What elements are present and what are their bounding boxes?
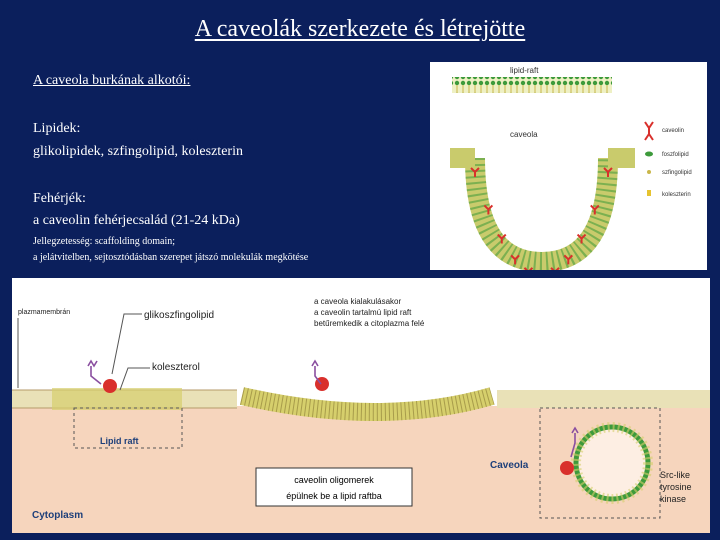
proteins-label: Fehérjék:	[33, 191, 86, 206]
cholesterol-icon	[647, 190, 651, 196]
src-label-1: Src-like	[660, 470, 691, 480]
kinase-icon	[560, 461, 574, 475]
legend-caveolin: caveolin	[662, 128, 685, 134]
src-label-2: tyrosine	[660, 482, 692, 492]
glycosphingolipid-icon	[103, 379, 117, 393]
lipids-list: glikolipidek, szfingolipid, koleszterin	[33, 144, 243, 159]
lipid-raft-label: lipid-raft	[510, 66, 539, 75]
proteins-list: a caveolin fehérjecsalád (21-24 kDa)	[33, 213, 240, 228]
caveolin-box-line-1: caveolin oligomerek	[294, 475, 374, 485]
cholesterol-label: koleszterol	[152, 362, 200, 373]
glycosphingolipid-label: glikoszfingolipid	[144, 310, 215, 321]
legend-sphingolipid: szfingolipid	[662, 170, 692, 176]
formation-text-1: a caveola kialakulásakor	[314, 297, 402, 306]
heading: A caveola burkának alkotói:	[33, 73, 191, 88]
caveola-structure-figure	[430, 62, 707, 270]
legend-cholesterol: koleszterin	[662, 192, 691, 198]
lipid-raft-label: Lipid raft	[100, 436, 139, 446]
caveola-label: Caveola	[490, 460, 529, 471]
formation-text-3: betűremkedik a citoplazma felé	[314, 319, 425, 328]
caveola-formation-figure	[12, 278, 710, 533]
sphingolipid-icon	[647, 170, 651, 174]
lipid-raft-segment-1	[52, 388, 182, 410]
legend-phospholipid: foszfolipid	[662, 152, 689, 158]
formation-text-2: a caveolin tartalmú lipid raft	[314, 308, 412, 317]
caveolin-box-line-2: épülnek be a lipid raftba	[286, 491, 382, 501]
legend	[645, 122, 692, 198]
caveola-label: caveola	[510, 130, 538, 139]
caveolin-icon	[645, 122, 653, 140]
src-label-3: kinase	[660, 494, 687, 504]
phospholipid-icon	[645, 152, 653, 157]
slide-title: A caveolák szerkezete és létrejötte	[194, 16, 526, 42]
cytoplasm-label: Cytoplasm	[32, 510, 84, 521]
lipid-raft-bilayer	[452, 77, 612, 93]
features-detail: a jelátvitelben, sejtosztódásban szerepet játszó molekulák megkötése	[33, 252, 309, 263]
plasma-membrane-label: plazmamembrán	[18, 309, 71, 316]
features-text: Jellegzetesség: scaffolding domain;	[33, 236, 175, 247]
lipids-label: Lipidek:	[33, 121, 81, 136]
